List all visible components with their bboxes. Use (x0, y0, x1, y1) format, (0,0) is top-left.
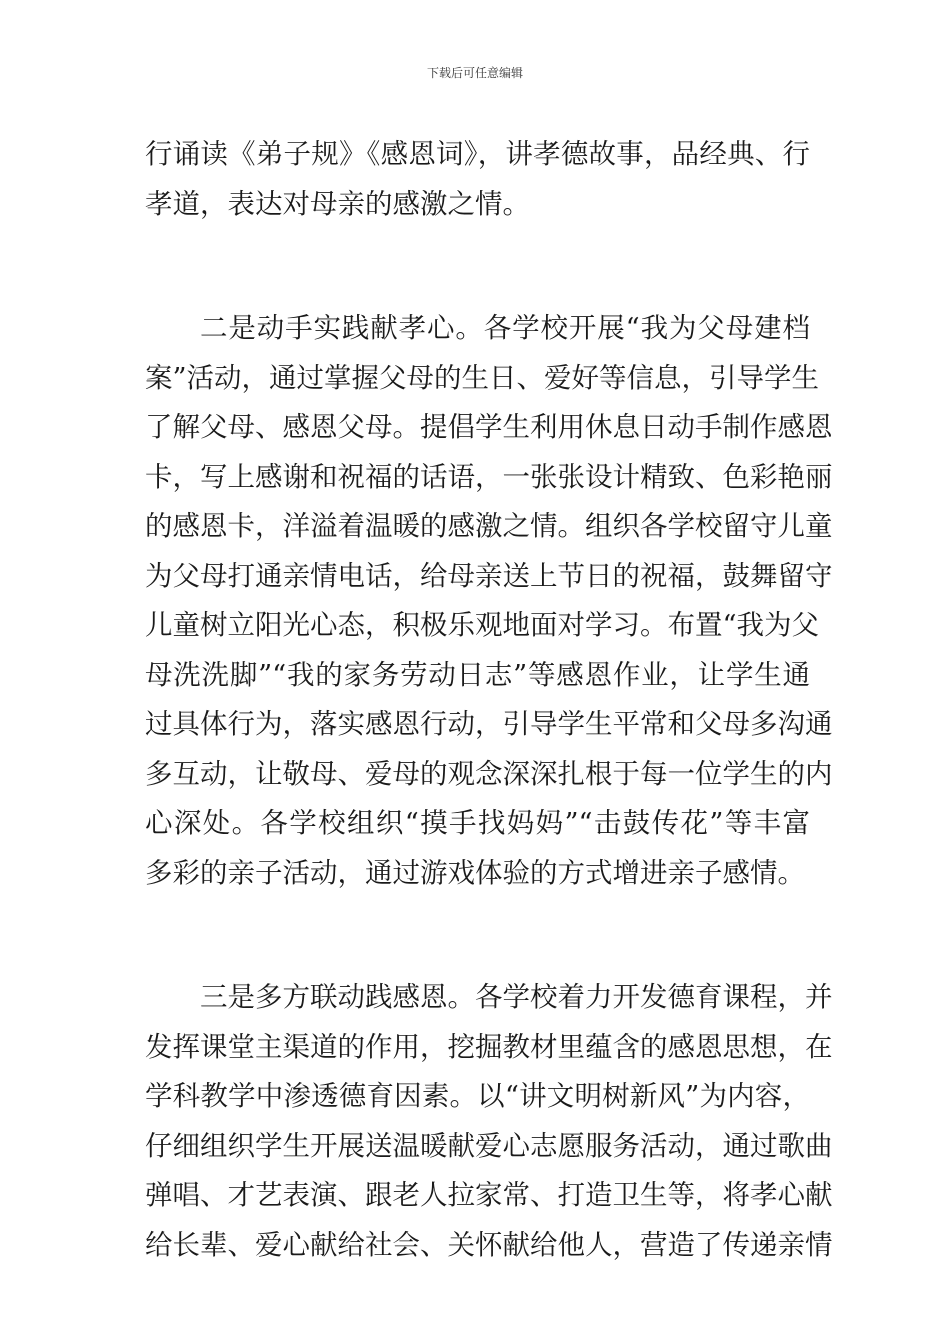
page-header: 下载后可任意编辑 (426, 66, 523, 80)
paragraph-2 (145, 304, 833, 898)
paragraph-gap (145, 229, 810, 304)
text-line: 过具体行为，落实感恩行动，引导学生平常和父母多沟通 (145, 708, 833, 740)
text-line: 母洗洗脚”“我的家务劳动日志”等感恩作业，让学生通 (145, 658, 810, 691)
text-line: 的感恩卡，洋溢着温暖的感激之情。组织各学校留守儿童 (145, 510, 833, 542)
text-line: 为父母打通亲情电话，给母亲送上节日的祝福，鼓舞留守 (145, 559, 833, 592)
text-line: 卡，写上感谢和祝福的话语，一张张设计精致、色彩艳丽 (145, 460, 833, 493)
text-line: 三是多方联动践感恩。各学校着力开发德育课程，并 (200, 981, 833, 1013)
text-line: 儿童树立阳光心态，积极乐观地面对学习。布置“我为父 (145, 609, 820, 641)
text-line: 多彩的亲子活动，通过游戏体验的方式增进亲子感情。 (145, 856, 805, 889)
paragraph-3 (145, 973, 833, 1270)
text-line: 心深处。各学校组织“摸手找妈妈”“击鼓传花”等丰富 (145, 807, 810, 839)
paragraph-gap (145, 898, 810, 973)
text-line: 多互动，让敬母、爱母的观念深深扎根于每一位学生的内 (145, 757, 833, 790)
text-line: 行诵读《弟子规》《感恩词》，讲孝德故事，品经典、行 (145, 138, 810, 170)
text-line: 案”活动，通过掌握父母的生日、爱好等信息，引导学生 (145, 361, 820, 394)
text-line: 孝道，表达对母亲的感激之情。 (145, 187, 530, 220)
text-line: 学科教学中渗透德育因素。以“讲文明树新风”为内容， (145, 1080, 810, 1112)
text-line: 弹唱、才艺表演、跟老人拉家常、打造卫生等，将孝心献 (145, 1179, 833, 1211)
text-line: 二是动手实践献孝心。各学校开展“我为父母建档 (200, 312, 810, 344)
text-line: 了解父母、感恩父母。提倡学生利用休息日动手制作感恩 (145, 411, 833, 443)
text-line: 给长辈、爱心献给社会、关怀献给他人，营造了传递亲情 (145, 1228, 833, 1261)
text-line: 发挥课堂主渠道的作用，挖掘教材里蕴含的感恩思想，在 (145, 1030, 833, 1063)
paragraph-1 (145, 130, 810, 229)
document-body (145, 130, 833, 1270)
text-line: 仔细组织学生开展送温暖献爱心志愿服务活动，通过歌曲 (145, 1129, 833, 1162)
